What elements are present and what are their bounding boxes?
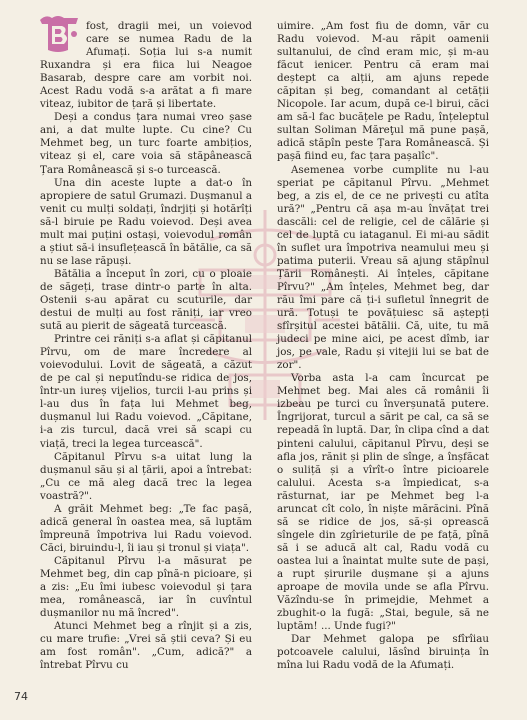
left-column (40, 20, 252, 672)
paragraph-7: A grăit Mehmet beg: „Te fac pașă, adică general în oastea mea, să luptăm împreună împotriva lui Radu voievod. Căci, biruindu-l, îi iau și tronul și viața". (40, 502, 252, 554)
paragraph-5: Printre cei răniți s-a aflat și căpitanul Pîrvu, om de mare încredere al voievodului. Lovit de săgeată, a căzut de pe cal și neputîndu-se ridica de jos, într-un iureș vijelios, turcii l-au prins și l-au dus în fața lui Mehmet beg, dușmanul lui Radu voievod. „Căpitane, i-a zis turcul, dacă vrei să scapi cu viață, treci la legea turcească". (40, 333, 252, 450)
paragraph-1: fost, dragii mei, un voievod care se numea Radu de la Afumați. Soția lui s-a numit Ruxandra și era fiica lui Neagoe Basarab, despre care am vorbit noi. Acest Radu vodă s-a arătat a fi mare viteaz, iubitor de țară și libertate. (40, 20, 252, 111)
paragraph-11: Asemenea vorbe cumplite nu l-au speriat pe căpitanul Pîrvu. „Mehmet beg, a zis el, de ce ne privești cu atîta ură?" „Pentru că așa m-au învățat trei dascăli: cel de religie, cel de călărie și cel de luptă cu iataganul. Ei mi-au sădit în suflet ura împotriva neamului meu și patima puterii. Vreau să ajung stăpînul Țării Românești. Ai înțeles, căpitane Pîrvu?" „Am înțeles, Mehmet beg, dar rău îmi pare că ți-i sufletul înnegrit de ură. Totuși te povățuiesc să aștepți sfîrșitul acestei bătălii. Că, uite, tu mă judeci pe mine aici, pe acest dîmb, iar jos, pe vale, Radu și vitejii lui se bat de zor". (277, 163, 489, 372)
paragraph-12: Vorba asta l-a cam încurcat pe Mehmet beg. Mai ales că românii îi izbeau pe turci cu înverșunată putere. Îngrijorat, turcul a sărit pe cal, ca să se repeadă în luptă. Dar, în clipa cînd a dat pinteni calului, căpitanul Pîrvu, deși se afla jos, rănit și plin de sînge, a înșfăcat o suliță și a vîrît-o între picioarele calului. Acesta s-a împiedicat, s-a răsturnat, iar pe Mehmet beg l-a aruncat cît colo, în niște mărăcini. Pînă să se ridice de jos, să-și oprească sîngele din zgîrieturile de pe față, pînă să i se aducă alt cal, Radu vodă cu oastea lui a înaintat multe sute de pași, a rupt șirurile dușmane și a ajuns aproape de movila unde se afla Pîrvu. Văzîndu-se în primejdie, Mehmet a zbughit-o la fugă: „Stai, begule, să ne luptăm! ... Unde fugi?" (277, 372, 489, 633)
right-column (277, 20, 489, 672)
paragraph-13: Dar Mehmet galopa pe sfîrîiau potcoavele calului, lăsînd biruința în mîna lui Radu vodă de la Afumați. (277, 633, 489, 672)
paragraph-4: Bătălia a început în zori, cu o ploaie de săgeți, trase dintr-o parte în alta. Ostenii s-au apărat cu scuturile, dar destui de mulți au fost răniți, iar vreo sută au pierit de săgeată turcească. (40, 267, 252, 333)
page-number: 74 (14, 690, 28, 703)
paragraph-9: Atunci Mehmet beg a rînjit și a zis, cu mare trufie: „Vrei să știi ceva? Și eu am fost român". „Cum, adică?" a întrebat Pîrvu cu (40, 620, 252, 672)
paragraph-3: Una din aceste lupte a dat-o în apropiere de satul Grumazi. Dușmanul a venit cu mulți soldați, îndrjiți și hotărîți să-l biruie pe Radu voievod. Deși avea mult mai puțini ostași, voievodul român a știut să-i insuflețească în bătălie, ca să nu se lase răpuși. (40, 176, 252, 267)
paragraph-2: Deși a condus țara numai vreo șase ani, a dat multe lupte. Cu cine? Cu Mehmet beg, un turc foarte ambițios, viteaz și el, care voia să stăpânească Țara Românească și s-o turcească. (40, 111, 252, 176)
paragraph-10: uimire. „Am fost fiu de domn, văr cu Radu voievod. M-au răpit oamenii sultanului, de cînd eram mic, și m-au făcut ienicer. Pentru că eram mai deștept ca alții, am ajuns repede căpitan și beg, comandant al cetății Nicopole. Iar acum, după ce-l birui, căci am să-l fac bucățele pe Radu, înțeleptul sultan Soliman Măreţul mă pune pașă, adică stăpîn peste Țara Românească. Și pașă fiind eu, fac țara pașalîc". (277, 20, 489, 163)
paragraph-6: Căpitanul Pîrvu s-a uitat lung la dușmanul său și al țării, apoi a întrebat: „Cu ce mă aleg dacă trec la legea voastră?". (40, 450, 252, 502)
paragraph-8: Căpitanul Pîrvu l-a măsurat pe Mehmet beg, din cap pînă-n picioare, și a zis: „Eu îmi iubesc voievodul și țara mea, românească, iar în cuvîntul dușmanilor nu mă încred". (40, 554, 252, 620)
ornate-initial-b-icon (38, 14, 80, 54)
